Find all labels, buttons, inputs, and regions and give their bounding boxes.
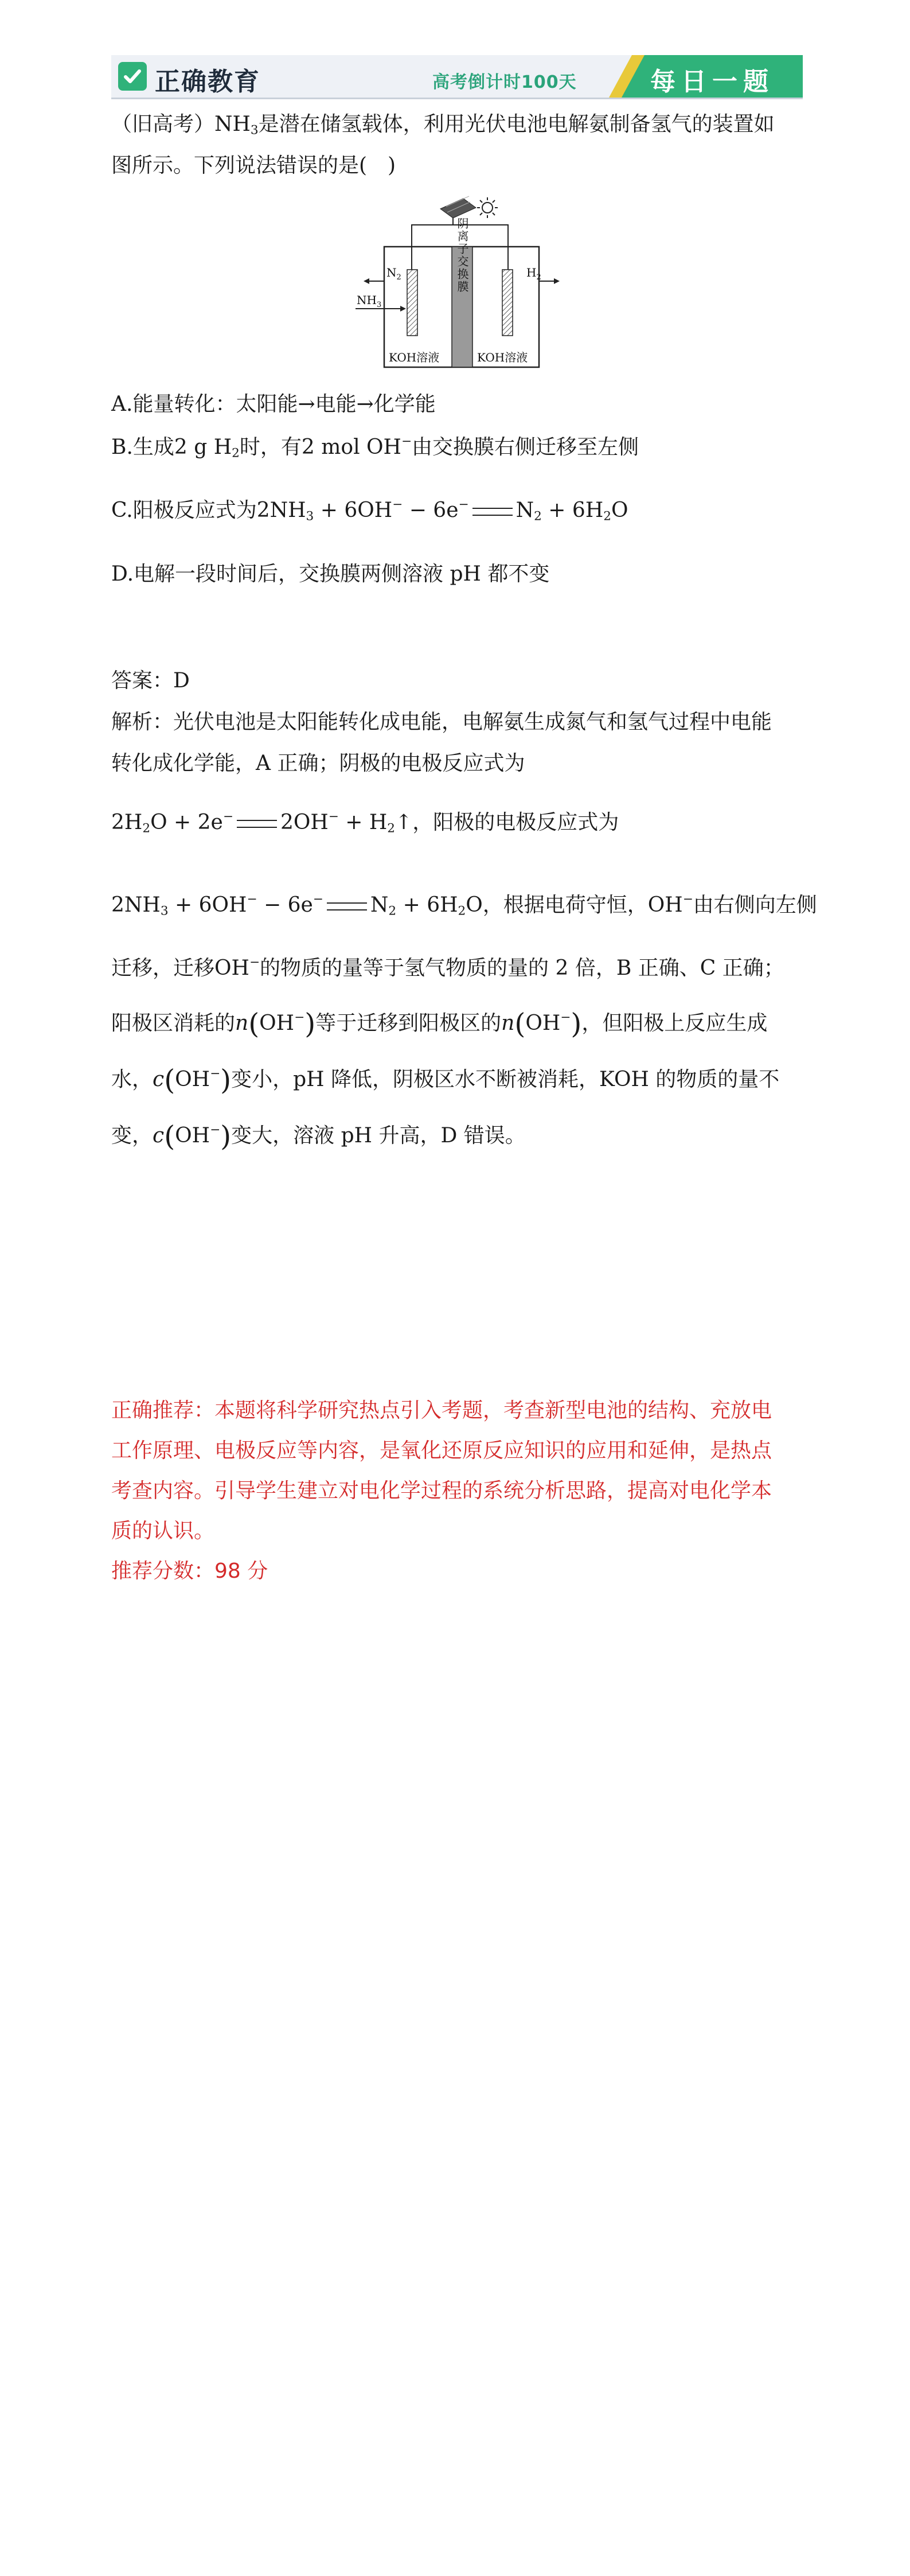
option-b-mol: 2 mol OH — [301, 435, 401, 460]
option-b-sup: − — [401, 434, 412, 449]
recommendation-line3: 考查内容。引导学生建立对电化学过程的系统分析思路，提高对电化学本 — [111, 1479, 772, 1503]
l7-2: 变小，pH 降低，阴极区水不断被消耗，KOH 的物质的量不 — [231, 1068, 780, 1092]
l6-oh: OH — [259, 1011, 295, 1036]
l8-1: 变， — [111, 1124, 153, 1148]
l6-2: 等于迁移到阳极区的 — [315, 1011, 502, 1036]
check-logo-icon — [118, 62, 147, 91]
stem-formula: NH — [214, 112, 251, 136]
c-eq4-sub: 2 — [534, 509, 542, 524]
eqB-4: N — [370, 893, 389, 917]
equals-double-bar — [237, 820, 277, 828]
daily-question-badge — [587, 55, 803, 98]
c-eq5: + 6H — [541, 499, 604, 523]
l8-c: c — [153, 1124, 165, 1148]
l8-2: 变大，溶液 pH 升高，D 错误。 — [231, 1124, 526, 1148]
eqA-2-sup: − — [222, 810, 233, 824]
nh3-label: $NH_3$ — [357, 293, 382, 309]
eqB-3: − 6e — [257, 893, 313, 917]
recommendation-line1: 正确推荐：本题将科学研究热点引入考题，考查新型电池的结构、充放电 — [111, 1399, 772, 1422]
c-eq3: − 6e — [403, 499, 459, 523]
option-b-mid: 时，有 — [239, 435, 302, 460]
answer-label: 答案：D — [111, 669, 190, 692]
anode-electrode — [407, 270, 417, 336]
recommendation-line2: 工作原理、电极反应等内容，是氧化还原反应知识的应用和延伸，是热点 — [111, 1439, 772, 1462]
eqB-5-sub: 2 — [458, 904, 466, 919]
eqA-tail: ，阳极的电极反应式为 — [412, 811, 619, 835]
eqB-oh: OH — [647, 893, 683, 917]
l6-n: n — [235, 1011, 249, 1036]
analysis-line8: 变，c(OH−)变大，溶液 pH 升高，D 错误。 — [111, 1120, 526, 1153]
eqA-4: + H — [338, 811, 388, 835]
l6-oh2-sup: − — [560, 1010, 571, 1025]
eqA-5: ↑ — [395, 811, 413, 835]
c-eq4: N — [515, 499, 534, 523]
recommendation-score: 推荐分数：98 分 — [111, 1559, 268, 1583]
option-b-mass: 2 g H — [174, 435, 232, 460]
membrane-label: 阴离子交换膜 — [455, 217, 469, 293]
option-c-pre: C.阳极反应式为 — [111, 499, 257, 523]
c-eq2: + 6OH — [314, 499, 393, 523]
option-c — [111, 497, 628, 525]
option-b-pre: B.生成 — [111, 435, 174, 460]
l5-1: 迁移，迁移 — [111, 956, 215, 980]
eqA-4-sub: 2 — [387, 821, 396, 836]
analysis-line5 — [111, 955, 784, 982]
question-stem-line1 — [111, 111, 775, 138]
equals-double-bar — [472, 508, 513, 516]
eqB-2-sup: − — [247, 892, 257, 906]
l6-oh2: OH — [525, 1011, 561, 1036]
recommendation-line4: 质的认识。 — [111, 1519, 215, 1543]
eqB-1: 2NH — [111, 893, 161, 917]
h2-label: $H_2$ — [526, 266, 541, 282]
eqB-5: + 6H — [396, 893, 458, 917]
analysis-line6: 阳极区消耗的n(OH−)等于迁移到阳极区的n(OH−)，但阳极上反应生成 — [111, 1008, 768, 1040]
l7-c: c — [153, 1068, 165, 1092]
eqB-1-sub: 3 — [160, 904, 169, 919]
analysis-equation-anode — [111, 892, 817, 920]
eqA-3-sup: − — [328, 810, 339, 824]
l5-oh-sup: − — [249, 955, 260, 970]
eqB-2: + 6OH — [168, 893, 247, 917]
l6-3: ，但阳极上反应生成 — [581, 1011, 768, 1036]
analysis-line1: 解析：光伏电池是太阳能转化成电能，电解氨生成氮气和氢气过程中电能 — [111, 710, 772, 734]
eqA-1-sub: 2 — [142, 821, 151, 836]
analysis-line7: 水，c(OH−)变小，pH 降低，阴极区水不断被消耗，KOH 的物质的量不 — [111, 1064, 780, 1096]
n2-label: $N_2$ — [386, 266, 401, 282]
sun-icon — [477, 197, 498, 218]
option-b-mass-sub: 2 — [232, 446, 240, 461]
c-eq2-sup: − — [392, 497, 403, 512]
option-a: A.能量转化：太阳能→电能→化学能 — [111, 392, 436, 416]
c-eq5-sub: 2 — [603, 509, 611, 524]
koh-left-label: KOH溶液 — [389, 351, 440, 364]
c-eq6: O — [611, 499, 628, 523]
eqA-3: 2OH — [280, 811, 329, 835]
option-b-post: 由交换膜右侧迁移至左侧 — [412, 435, 639, 460]
l7-1: 水， — [111, 1068, 153, 1092]
brand-name: 正确教育 — [155, 67, 260, 96]
l7-oh: OH — [175, 1068, 210, 1092]
equals-double-bar — [327, 902, 367, 910]
option-b — [111, 434, 639, 462]
header-banner — [111, 55, 803, 98]
stem-formula-sub: 3 — [250, 123, 259, 138]
c-eq3-sup: − — [458, 497, 469, 512]
c-eq1-sub: 3 — [306, 509, 314, 524]
daily-question-label: 每日一题 — [650, 67, 774, 96]
eqA-2: O + 2e — [150, 811, 223, 835]
l8-oh-sup: − — [210, 1123, 221, 1138]
l6-n2: n — [501, 1011, 515, 1036]
l6-1: 阳极区消耗的 — [111, 1011, 236, 1036]
stem-prefix: （旧高考） — [111, 112, 215, 136]
l5-2: 的物质的量等于氢气物质的量的 2 倍，B 正确、C 正确； — [260, 956, 784, 980]
l5-oh: OH — [214, 956, 249, 980]
exam-countdown: 高考倒计时100天 — [432, 72, 577, 92]
l7-oh-sup: − — [210, 1067, 221, 1081]
c-eq1: 2NH — [256, 499, 306, 523]
eqA-1: 2H — [111, 811, 143, 835]
eqB-6: O — [466, 893, 483, 917]
l6-oh-sup: − — [294, 1010, 305, 1025]
stem-rest: 是潜在储氢载体，利用光伏电池电解氨制备氢气的装置如 — [258, 112, 775, 136]
l8-oh: OH — [175, 1124, 210, 1148]
analysis-equation-cathode — [111, 809, 619, 837]
cathode-electrode — [502, 270, 513, 336]
eqB-tail2: 由右侧向左侧 — [693, 893, 817, 917]
koh-right-label: KOH溶液 — [477, 351, 528, 364]
eqB-3-sup: − — [313, 892, 323, 906]
analysis-line2: 转化成化学能，A 正确；阴极的电极反应式为 — [111, 752, 525, 775]
eqB-oh-sup: − — [682, 892, 693, 906]
question-stem-line2: 图所示。下列说法错误的是( ) — [111, 154, 396, 177]
option-d: D.电解一段时间后，交换膜两侧溶液 pH 都不变 — [111, 562, 550, 586]
eqB-4-sub: 2 — [388, 904, 397, 919]
electrolysis-diagram — [356, 195, 562, 376]
header-divider — [111, 98, 803, 99]
eqB-tail1: ，根据电荷守恒， — [482, 893, 648, 917]
